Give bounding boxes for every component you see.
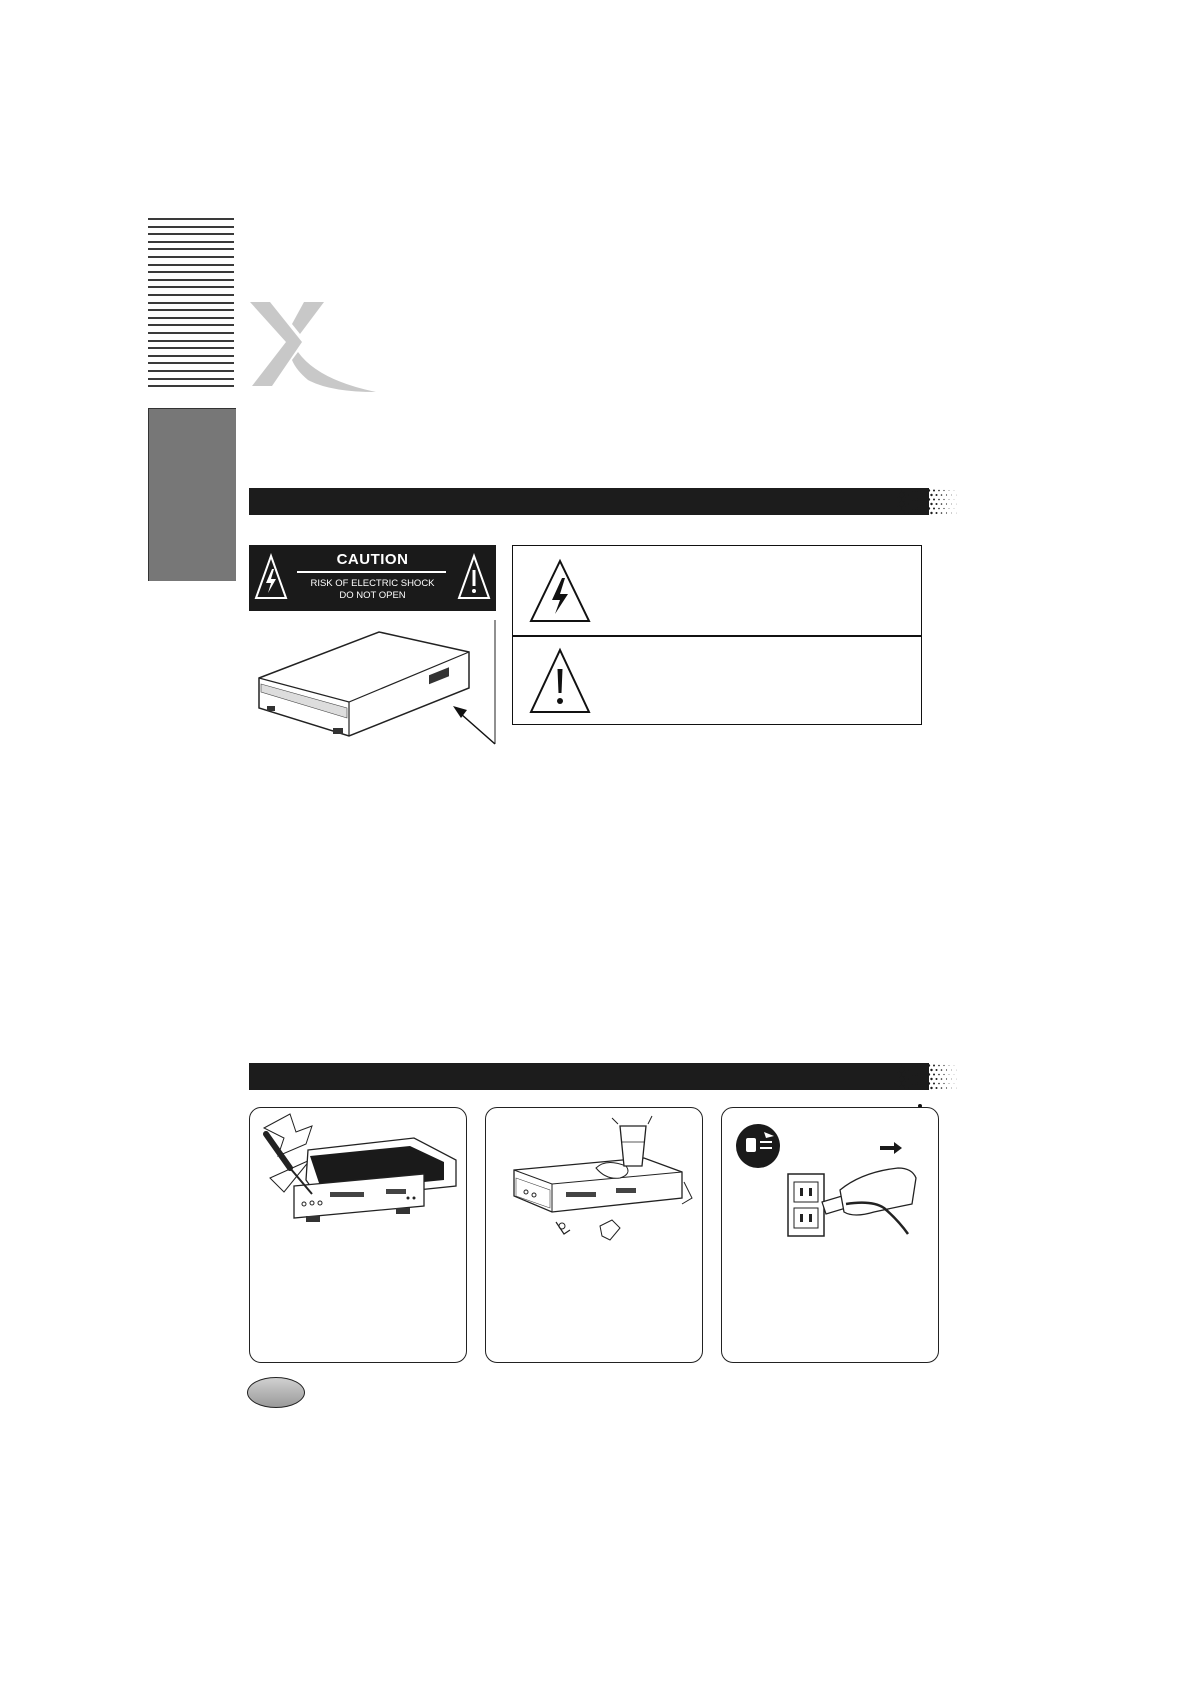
- caution-line-2: DO NOT OPEN: [339, 590, 406, 601]
- stripe-line: [148, 324, 234, 326]
- stripe-line: [148, 218, 234, 220]
- caution-rule: [297, 571, 446, 573]
- stripe-line: [148, 362, 234, 364]
- unplug-illustration: [722, 1108, 938, 1238]
- stripe-line: [148, 332, 234, 334]
- language-tab: [148, 408, 236, 581]
- stripe-line: [148, 370, 234, 372]
- warning-panel-do-not-open: [249, 1107, 467, 1363]
- section-header-bar: [249, 488, 929, 515]
- stripe-line: [148, 317, 234, 319]
- liquid-spill-illustration: [486, 1108, 702, 1248]
- player-rear-illustration: [249, 618, 499, 748]
- page-number-badge: [247, 1377, 305, 1408]
- stripe-line: [148, 256, 234, 258]
- exclamation-triangle-icon: [528, 647, 592, 715]
- caution-label: [249, 545, 496, 611]
- halftone-dots: [893, 1063, 957, 1090]
- halftone-dots: [893, 488, 957, 515]
- stripe-line: [148, 340, 234, 342]
- stripe-line: [148, 309, 234, 311]
- warning-panel-no-liquids: [485, 1107, 703, 1363]
- stripe-line: [148, 355, 234, 357]
- brand-x-logo: [248, 300, 378, 394]
- stripe-line: [148, 226, 234, 228]
- stripe-line: [148, 385, 234, 387]
- screwdriver-illustration: [250, 1108, 466, 1228]
- lightning-triangle-icon: [528, 558, 592, 624]
- stripe-line: [148, 271, 234, 273]
- stripe-line: [148, 302, 234, 304]
- caution-line-1: RISK OF ELECTRIC SHOCK: [310, 578, 435, 589]
- stripe-line: [148, 286, 234, 288]
- stripe-line: [148, 264, 234, 266]
- stripe-line: [148, 279, 234, 281]
- exclamation-triangle-icon: [457, 553, 491, 601]
- stripe-line: [148, 248, 234, 250]
- stripe-line: [148, 233, 234, 235]
- section-header-bar: [249, 1063, 929, 1090]
- stripe-line: [148, 378, 234, 380]
- caution-title: CAUTION: [336, 551, 409, 568]
- stripe-line: [148, 347, 234, 349]
- symbol-divider: [513, 635, 921, 637]
- warning-panel-unplug: [721, 1107, 939, 1363]
- stripe-line: [148, 241, 234, 243]
- decorative-stripes: [148, 218, 234, 394]
- symbol-explanation-box: [512, 545, 922, 725]
- stripe-line: [148, 294, 234, 296]
